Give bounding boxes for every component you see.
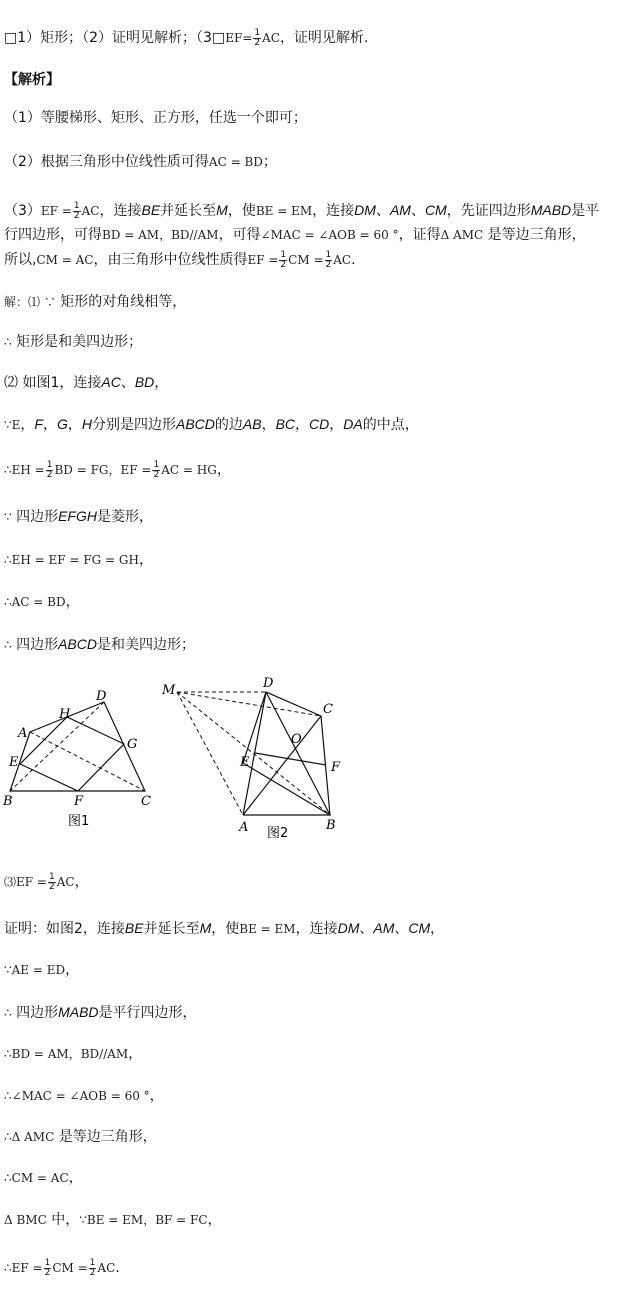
- solution-2: ∴ 矩形是和美四边形；: [4, 334, 143, 350]
- label-d2: D: [263, 676, 274, 691]
- label-m: M: [162, 683, 176, 698]
- proof-3: ∵AE = ED，: [4, 962, 80, 978]
- proof-10: ∴EF = $\frac{1}{2}$ CM = $\frac{1}{2}$ AC.: [4, 1257, 120, 1278]
- label-h: H: [59, 707, 71, 722]
- label-c2: C: [323, 702, 333, 717]
- solution-7: ∴EH = EF = FG = GH，: [4, 552, 153, 568]
- caption-fig2: 图2: [267, 826, 289, 841]
- figure-1: [0, 680, 170, 835]
- solution-6: ∵ 四边形EFGH是菱形，: [4, 508, 153, 525]
- proof-1: ⑶EF = $\frac{1}{2}$ AC，: [4, 871, 89, 892]
- proof-6: ∴∠MAC = ∠AOB = 60 °，: [4, 1088, 164, 1104]
- solution-5: ∴EH = $\frac{1}{2}$ BD = FG，EF = $\frac{1}{2}$ AC = HG，: [4, 459, 231, 480]
- segment-mc: [177, 692, 321, 716]
- analysis-3-line1: （3）EF = $\frac{1}{2}$ AC，连接BE并延长至M，使BE = EM，连接DM、AM、CM，先证四边形MABD是平: [4, 200, 600, 221]
- math-eq: =: [242, 31, 253, 45]
- label-b2: B: [326, 818, 336, 833]
- solution-9: ∴ 四边形ABCD是和美四边形；: [4, 636, 195, 653]
- caption-fig1: 图1: [68, 814, 90, 829]
- diagonal-ac-2: [243, 716, 321, 815]
- fraction-half: $\frac{1}{2}$: [254, 27, 261, 48]
- proof-2: 证明：如图2，连接BE并延长至M，使BE = EM，连接DM、AM、CM，: [4, 920, 445, 937]
- quad-abcd: [10, 702, 145, 791]
- answer-text: □1）矩形；（2）证明见解析；（3□: [4, 30, 226, 46]
- label-a2: A: [239, 820, 249, 835]
- proof-7: ∴Δ AMC 是等边三角形，: [4, 1129, 157, 1145]
- solution-8: ∴AC = BD，: [4, 594, 80, 610]
- analysis-2: （2）根据三角形中位线性质可得AC = BD；: [4, 154, 277, 170]
- label-d: D: [96, 689, 107, 704]
- label-c: C: [141, 794, 151, 809]
- analysis-1: （1）等腰梯形、矩形、正方形，任选一个即可；: [4, 110, 307, 126]
- analysis-3-line2: 行四边形，可得BD = AM，BD//AM，可得∠MAC = ∠AOB = 60 °，证得Δ AMC 是等边三角形，: [4, 227, 586, 243]
- label-e2: E: [240, 755, 250, 770]
- answer-tail: ，证明见解析.: [279, 30, 369, 46]
- segment-ma: [177, 692, 243, 815]
- solution-1: 解：⑴ ∵ 矩形的对角线相等，: [4, 294, 187, 310]
- proof-9: Δ BMC 中，∵BE = EM，BF = FC，: [4, 1212, 222, 1228]
- solution-3: ⑵ 如图1，连接AC、BD，: [4, 374, 169, 391]
- math-ef: EF: [225, 31, 243, 45]
- diagonal-bd: [10, 702, 104, 791]
- math-ac: AC: [262, 31, 280, 45]
- answer-line: [4, 28, 368, 48]
- analysis-3-line3: 所以,CM = AC，由三角形中位线性质得EF = $\frac{1}{2}$ CM = $\frac{1}{2}$ AC.: [4, 249, 356, 270]
- proof-8: ∴CM = AC，: [4, 1170, 83, 1186]
- label-e: E: [9, 755, 19, 770]
- label-f2: F: [331, 760, 341, 775]
- label-o: O: [291, 732, 302, 747]
- proof-4: ∴ 四边形MABD是平行四边形，: [4, 1004, 197, 1021]
- proof-5: ∴BD = AM，BD//AM，: [4, 1046, 143, 1062]
- label-g: G: [127, 737, 138, 752]
- label-f: F: [74, 794, 84, 809]
- figure-2: [155, 673, 355, 848]
- label-a: A: [18, 726, 28, 741]
- label-b: B: [3, 794, 13, 809]
- quad-efgh: [20, 717, 124, 791]
- analysis-heading: 【解析】: [4, 72, 60, 88]
- solution-4: ∵E，F，G，H分别是四边形ABCD的边AB，BC，CD，DA的中点，: [4, 416, 419, 433]
